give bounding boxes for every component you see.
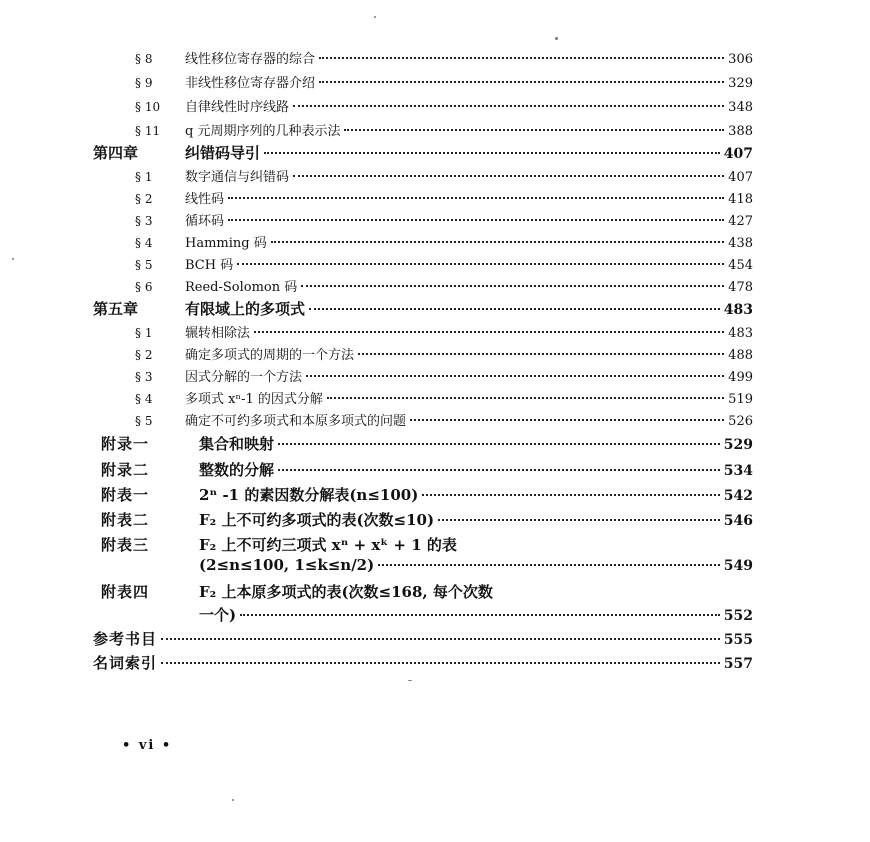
toc-entry[interactable] (93, 276, 753, 295)
entry-title: 非线性移位寄存器介绍 (185, 76, 316, 91)
toc-entry[interactable] (93, 254, 753, 273)
entry-page: 478 (728, 280, 753, 295)
entry-title: 数字通信与纠错码 (185, 170, 290, 185)
entry-title: 线性移位寄存器的综合 (185, 52, 316, 67)
toc-appendix-continuation[interactable] (93, 604, 753, 625)
entry-page: 542 (723, 488, 753, 504)
dot-leader (301, 285, 724, 287)
entry-title: 确定不可约多项式和本原多项式的问题 (185, 414, 407, 429)
entry-page: 546 (723, 513, 753, 529)
entry-page: 329 (728, 76, 753, 91)
entry-title: 因式分解的一个方法 (185, 370, 303, 385)
dot-leader (240, 614, 720, 616)
scan-speck (12, 258, 14, 260)
entry-page: 529 (723, 437, 753, 453)
entry-number: § 6 (135, 280, 153, 294)
chapter-number: 第五章 (93, 300, 139, 318)
appendix-title: 2ⁿ -1 的素因数分解表(n≤100) (199, 486, 419, 504)
toc-entry[interactable] (93, 232, 753, 251)
entry-page: 549 (723, 558, 753, 574)
scan-speck (408, 680, 412, 681)
entry-page: 388 (728, 124, 753, 139)
entry-title: Reed-Solomon 码 (185, 280, 298, 295)
entry-page: 483 (728, 326, 753, 341)
dot-leader (237, 263, 724, 265)
entry-number: § 1 (135, 170, 153, 184)
toc-entry[interactable] (93, 48, 753, 67)
toc-entry[interactable] (93, 410, 753, 429)
entry-number: § 4 (135, 236, 153, 250)
appendix-title: 集合和映射 (199, 435, 275, 453)
entry-title: 循环码 (185, 214, 225, 229)
dot-leader (161, 662, 720, 664)
chapter-number: 第四章 (93, 144, 139, 162)
dot-leader (309, 308, 720, 310)
dot-leader (410, 419, 724, 421)
toc-entry[interactable] (93, 388, 753, 407)
entry-page: 557 (723, 656, 753, 672)
toc-entry[interactable] (93, 72, 753, 91)
dot-leader (327, 397, 724, 399)
toc-entry[interactable] (93, 96, 753, 115)
toc-appendix-continuation[interactable] (93, 556, 753, 574)
toc-appendix[interactable] (93, 433, 753, 454)
index-title: 名词索引 (93, 654, 158, 672)
entry-page: 526 (728, 414, 753, 429)
dot-leader (438, 519, 720, 521)
dot-leader (278, 469, 720, 471)
chapter-title: 纠错码导引 (185, 144, 261, 162)
dot-leader (358, 353, 724, 355)
appendix-title: 整数的分解 (199, 461, 275, 479)
entry-page: 519 (728, 392, 753, 407)
entry-title: Hamming 码 (185, 236, 267, 251)
scan-speck (232, 799, 234, 801)
appendix-title-continued: 一个) (199, 606, 237, 624)
toc-chapter[interactable] (93, 298, 753, 319)
entry-page: 483 (723, 302, 753, 318)
dot-leader (278, 443, 720, 445)
entry-title: 线性码 (185, 192, 225, 207)
dot-leader (319, 57, 724, 59)
entry-number: § 2 (135, 348, 153, 362)
entry-title: 辗转相除法 (185, 326, 251, 341)
appendix-title: F₂ 上不可约多项式的表(次数≤10) (199, 511, 435, 529)
toc-appendix-table[interactable] (93, 484, 753, 505)
dot-leader (319, 81, 724, 83)
toc-chapter[interactable] (93, 142, 753, 163)
toc-entry[interactable] (93, 366, 753, 385)
toc-entry[interactable] (93, 210, 753, 229)
entry-number: § 3 (135, 214, 153, 228)
appendix-number: 附表三 (101, 536, 150, 554)
dot-leader (254, 331, 724, 333)
entry-number: § 4 (135, 392, 153, 406)
appendix-number: 附录二 (101, 461, 150, 479)
toc-appendix-table[interactable] (93, 509, 753, 530)
dot-leader (161, 638, 720, 640)
entry-title: 多项式 xⁿ-1 的因式分解 (185, 392, 323, 407)
toc-appendix-table[interactable] (93, 581, 753, 602)
appendix-number: 附表四 (101, 583, 150, 601)
appendix-number: 附表一 (101, 486, 150, 504)
entry-page: 407 (723, 146, 753, 162)
entry-number: § 2 (135, 192, 153, 206)
appendix-number: 附表二 (101, 511, 150, 529)
scan-speck (374, 16, 376, 18)
entry-page: 488 (728, 348, 753, 363)
entry-page: 427 (728, 214, 753, 229)
toc-entry[interactable] (93, 188, 753, 207)
entry-page: 454 (728, 258, 753, 273)
dot-leader (228, 197, 724, 199)
entry-title: 自律线性时序线路 (185, 100, 290, 115)
toc-bibliography[interactable] (93, 628, 753, 649)
dot-leader (378, 564, 720, 566)
entry-page: 306 (728, 52, 753, 67)
entry-number: § 5 (135, 258, 153, 272)
entry-title: 确定多项式的周期的一个方法 (185, 348, 355, 363)
bibliography-title: 参考书目 (93, 630, 158, 648)
toc-entry[interactable] (93, 344, 753, 363)
appendix-number: 附录一 (101, 435, 150, 453)
entry-page: 438 (728, 236, 753, 251)
entry-page: 348 (728, 100, 753, 115)
toc-entry[interactable] (93, 120, 753, 139)
dot-leader (293, 175, 724, 177)
appendix-title-continued: (2≤n≤100, 1≤k≤n/2) (199, 556, 375, 574)
dot-leader (264, 152, 720, 154)
dot-leader (228, 219, 724, 221)
dot-leader (422, 494, 719, 496)
toc-appendix-table[interactable] (93, 534, 753, 555)
dot-leader (271, 241, 724, 243)
dot-leader (306, 375, 724, 377)
entry-number: § 3 (135, 370, 153, 384)
appendix-title: F₂ 上本原多项式的表(次数≤168, 每个次数 (199, 583, 493, 601)
chapter-title: 有限域上的多项式 (185, 300, 306, 318)
entry-title: BCH 码 (185, 258, 234, 273)
toc-index[interactable] (93, 652, 753, 673)
toc-entry[interactable] (93, 322, 753, 341)
scan-speck (555, 37, 558, 40)
toc-appendix[interactable] (93, 459, 753, 480)
appendix-title: F₂ 上不可约三项式 xⁿ + xᵏ + 1 的表 (199, 536, 457, 554)
entry-page: 555 (723, 632, 753, 648)
entry-number: § 1 (135, 326, 153, 340)
entry-page: 534 (723, 463, 753, 479)
entry-page: 552 (723, 608, 753, 624)
entry-number: § 10 (135, 100, 161, 114)
entry-number: § 8 (135, 52, 153, 66)
entry-page: 407 (728, 170, 753, 185)
entry-page: 418 (728, 192, 753, 207)
entry-title: q 元周期序列的几种表示法 (185, 124, 341, 139)
entry-number: § 5 (135, 414, 153, 428)
dot-leader (344, 129, 724, 131)
entry-number: § 11 (135, 124, 161, 138)
page-folio: • vi • (122, 738, 173, 753)
toc-entry[interactable] (93, 166, 753, 185)
dot-leader (293, 105, 724, 107)
entry-page: 499 (728, 370, 753, 385)
entry-number: § 9 (135, 76, 153, 90)
